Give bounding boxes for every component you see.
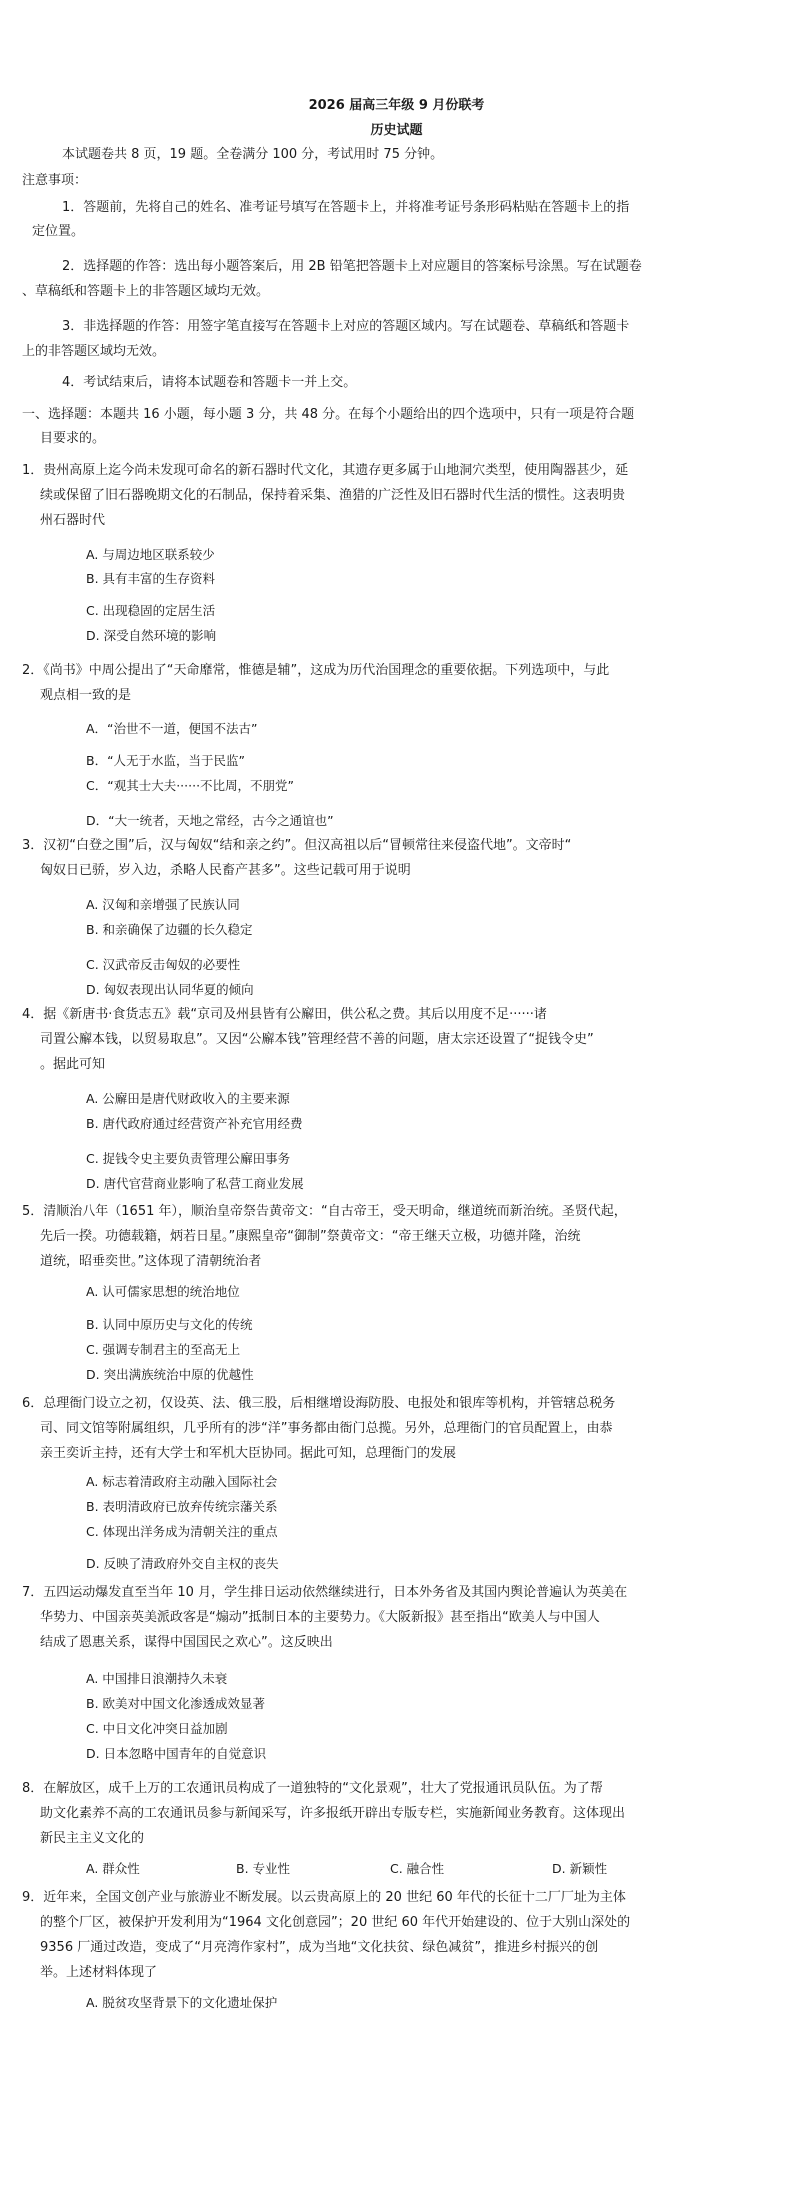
question-stem: 观点相一致的是	[40, 688, 132, 703]
answer-option: B. 表明清政府已放弃传统宗藩关系	[86, 1499, 278, 1514]
answer-option: D．“大一统者，天地之常经，古今之通谊也”	[86, 813, 334, 828]
answer-option: A．“治世不一道，便国不法古”	[86, 721, 258, 736]
note-line: 2．选择题的作答：选出每小题答案后，用 2B 铅笔把答题卡上对应题目的答案标号涂黑。写在试题卷	[62, 259, 642, 274]
answer-option: A. 与周边地区联系较少	[86, 547, 215, 562]
exam-info: 本试题卷共 8 页，19 题。全卷满分 100 分，考试用时 75 分钟。	[62, 147, 444, 162]
note-line: 定位置。	[32, 224, 85, 239]
subject-title: 历史试题	[370, 123, 423, 138]
question-stem: 4．据《新唐书·食货志五》载“京司及州县皆有公廨田，供公私之费。其后以用度不足······诸	[22, 1007, 547, 1022]
question-stem: 司、同文馆等附属组织，几乎所有的涉“洋”事务都由衙门总揽。另外，总理衙门的官员配置上，由恭	[40, 1421, 613, 1436]
question-stem: 的整个厂区，被保护开发利用为“1964 文化创意园”；20 世纪 60 年代开始建设的、位于大别山深处的	[40, 1915, 631, 1930]
question-stem: 州石器时代	[40, 513, 106, 528]
answer-option: C．“观其士大夫······不比周，不朋党”	[86, 778, 295, 793]
answer-option: A. 认可儒家思想的统治地位	[86, 1284, 240, 1299]
answer-option: B．“人无于水监，当于民监”	[86, 753, 246, 768]
question-stem: 先后一揆。功德载籍，炳若日星。”康熙皇帝“御制”祭黄帝文：“帝王继天立极，功德并隆，治统	[40, 1229, 581, 1244]
question-stem: 华势力、中国亲英美派政客是“煽动”抵制日本的主要势力。《大阪新报》甚至指出“欧美人与中国人	[40, 1610, 600, 1625]
question-stem: 助文化素养不高的工农通讯员参与新闻采写，许多报纸开辟出专版专栏，实施新闻业务教育。这体现出	[40, 1806, 626, 1821]
answer-option: C. 融合性	[390, 1861, 445, 1876]
answer-option: D. 唐代官营商业影响了私营工商业发展	[86, 1176, 304, 1191]
answer-option: B. 认同中原历史与文化的传统	[86, 1317, 253, 1332]
answer-option: B. 欧美对中国文化渗透成效显著	[86, 1696, 266, 1711]
question-stem: 续或保留了旧石器晚期文化的石制品，保持着采集、渔猎的广泛性及旧石器时代生活的惯性。这表明贵	[40, 488, 626, 503]
answer-option: B. 和亲确保了边疆的长久稳定	[86, 922, 253, 937]
question-stem: 1．贵州高原上迄今尚未发现可命名的新石器时代文化，其遗存更多属于山地洞穴类型，使用陶器甚少，延	[22, 463, 629, 478]
answer-option: A. 中国排日浪潮持久未衰	[86, 1671, 228, 1686]
question-stem: 结成了恩惠关系，谋得中国国民之欢心”。这反映出	[40, 1635, 333, 1650]
question-stem: 9．近年来，全国文创产业与旅游业不断发展。以云贵高原上的 20 世纪 60 年代的长征十二厂厂址为主体	[22, 1890, 626, 1905]
question-stem: 7．五四运动爆发直至当年 10 月，学生排日运动依然继续进行，日本外务省及其国内舆论普遍认为英美在	[22, 1585, 628, 1600]
notes-heading: 注意事项：	[22, 173, 88, 188]
answer-option: D. 反映了清政府外交自主权的丧失	[86, 1556, 279, 1571]
answer-option: D. 日本忽略中国青年的自觉意识	[86, 1746, 267, 1761]
question-stem: 6．总理衙门设立之初，仅设英、法、俄三股，后相继增设海防股、电报处和银库等机构，并管辖总税务	[22, 1396, 616, 1411]
answer-option: B. 专业性	[236, 1861, 291, 1876]
question-stem: 道统，昭垂奕世。”这体现了清朝统治者	[40, 1254, 262, 1269]
note-line: 上的非答题区域均无效。	[22, 344, 166, 359]
answer-option: B. 具有丰富的生存资料	[86, 571, 216, 586]
note-line: 、草稿纸和答题卡上的非答题区域均无效。	[22, 284, 270, 299]
question-stem: 举。上述材料体现了	[40, 1965, 158, 1980]
answer-option: A. 群众性	[86, 1861, 140, 1876]
answer-option: D. 突出满族统治中原的优越性	[86, 1367, 254, 1382]
question-stem: 9356 厂通过改造，变成了“月亮湾作家村”，成为当地“文化扶贫、绿色减贫”，推进乡村振兴的创	[40, 1940, 599, 1955]
answer-option: D. 新颖性	[552, 1861, 608, 1876]
note-line: 3．非选择题的作答：用签字笔直接写在答题卡上对应的答题区域内。写在试题卷、草稿纸和答题卡	[62, 319, 630, 334]
answer-option: D. 深受自然环境的影响	[86, 628, 217, 643]
question-stem: 3．汉初“白登之围”后，汉与匈奴“结和亲之约”。但汉高祖以后“冒顿常往来侵盗代地”。文帝时“	[22, 838, 572, 853]
answer-option: B. 唐代政府通过经营资产补充官用经费	[86, 1116, 303, 1131]
answer-option: A. 汉匈和亲增强了民族认同	[86, 897, 240, 912]
answer-option: A. 脱贫攻坚背景下的文化遗址保护	[86, 1995, 278, 2010]
question-stem: 8．在解放区，成千上万的工农通讯员构成了一道独特的“文化景观”，壮大了党报通讯员队伍。为了帮	[22, 1781, 603, 1796]
answer-option: C. 汉武帝反击匈奴的必要性	[86, 957, 241, 972]
answer-option: C. 捉钱令史主要负责管理公廨田事务	[86, 1151, 291, 1166]
answer-option: C. 强调专制君主的至高无上	[86, 1342, 241, 1357]
question-stem: 亲王奕䜣主持，还有大学士和军机大臣协同。据此可知，总理衙门的发展	[40, 1446, 457, 1461]
note-line: 4．考试结束后，请将本试题卷和答题卡一并上交。	[62, 375, 357, 390]
note-line: 1．答题前，先将自己的姓名、准考证号填写在答题卡上，并将准考证号条形码粘贴在答题卡上的指	[62, 200, 630, 215]
question-stem: 新民主主义文化的	[40, 1831, 145, 1846]
answer-option: D. 匈奴表现出认同华夏的倾向	[86, 982, 254, 997]
exam-title: 2026 届高三年级 9 月份联考	[308, 98, 485, 113]
answer-option: A. 标志着清政府主动融入国际社会	[86, 1474, 278, 1489]
section-heading: 目要求的。	[40, 431, 106, 446]
answer-option: C. 体现出洋务成为清朝关注的重点	[86, 1524, 278, 1539]
answer-option: A. 公廨田是唐代财政收入的主要来源	[86, 1091, 290, 1106]
answer-option: C. 中日文化冲突日益加剧	[86, 1721, 228, 1736]
question-stem: 。据此可知	[40, 1057, 106, 1072]
question-stem: 5．清顺治八年（1651 年），顺治皇帝祭告黄帝文：“自古帝王，受天明命，继道统而新治统。圣贤代起，	[22, 1204, 627, 1219]
question-stem: 司置公廨本钱，以贸易取息”。又因“公廨本钱”管理经营不善的问题，唐太宗还设置了“捉钱令史”	[40, 1032, 594, 1047]
section-heading: 一、选择题：本题共 16 小题，每小题 3 分，共 48 分。在每个小题给出的四个选项中，只有一项是符合题	[22, 407, 635, 422]
answer-option: C. 出现稳固的定居生活	[86, 603, 216, 618]
question-stem: 2．《尚书》中周公提出了“天命靡常，惟德是辅”，这成为历代治国理念的重要依据。下列选项中，与此	[22, 663, 610, 678]
question-stem: 匈奴日已骄，岁入边，杀略人民畜产甚多”。这些记载可用于说明	[40, 863, 411, 878]
